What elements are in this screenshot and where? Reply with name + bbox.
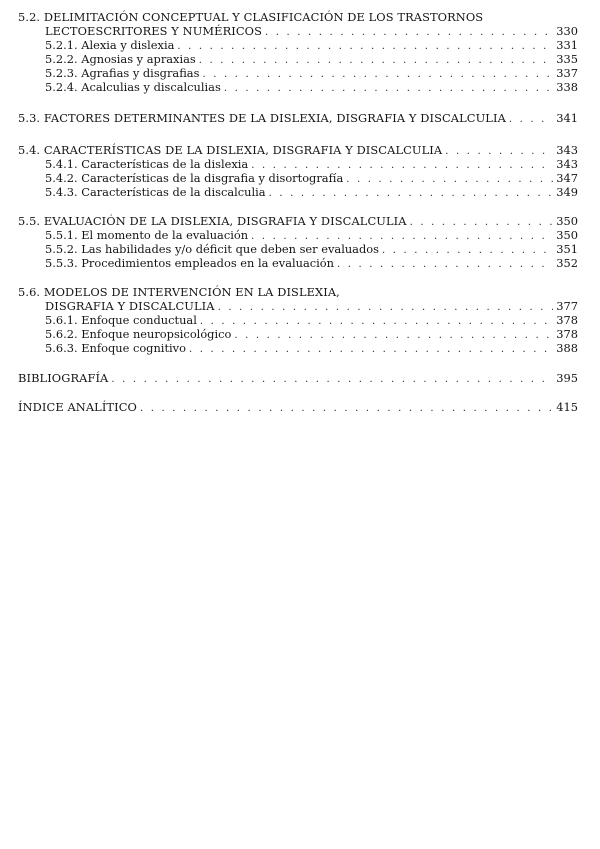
- toc-page-number: 331: [556, 38, 578, 52]
- toc-entry-label: 5.6.3. Enfoque cognitivo: [45, 341, 186, 355]
- toc-heading-indice-analitico: ÍNDICE ANALÍTICO: [18, 400, 137, 414]
- leader-dots: [509, 113, 553, 127]
- toc-entry-label: 5.6.1. Enfoque conductual: [45, 313, 197, 327]
- toc-section-bibliografia: [18, 371, 578, 385]
- toc-entry-5-4-3[interactable]: [18, 185, 578, 199]
- leader-dots: [346, 173, 553, 187]
- toc-entry-5-6-2[interactable]: [18, 327, 578, 341]
- leader-dots: [265, 26, 553, 40]
- toc-entry-label: 5.5.1. El momento de la evaluación: [45, 228, 249, 242]
- toc-section-5-3: [18, 111, 578, 125]
- toc-entry-5-2[interactable]: [18, 24, 578, 38]
- toc-heading-5-2-line2: LECTOESCRITORES Y NUMÉRICOS: [45, 24, 263, 38]
- toc-entry-label: 5.2.1. Alexia y dislexia: [45, 38, 175, 52]
- toc-page-number: 338: [556, 80, 578, 94]
- toc-entry-5-5-1[interactable]: [18, 228, 578, 242]
- toc-entry-5-6-1[interactable]: [18, 313, 578, 327]
- toc-entry-5-2-3[interactable]: [18, 66, 578, 80]
- leader-dots: [140, 402, 553, 416]
- toc-entry-5-2-1[interactable]: [18, 38, 578, 52]
- toc-page-number: 335: [556, 52, 578, 66]
- toc-section-5-5: [18, 214, 578, 270]
- toc-entry-5-5-2[interactable]: [18, 242, 578, 256]
- toc-entry-label: 5.2.3. Agrafias y disgrafias: [45, 66, 200, 80]
- leader-dots: [337, 258, 553, 272]
- toc-entry-bibliografia[interactable]: [18, 371, 578, 385]
- toc-entry-indice-analitico[interactable]: [18, 400, 578, 414]
- toc-entry-5-6[interactable]: [18, 299, 578, 313]
- toc-section-5-6: [18, 285, 578, 355]
- leader-dots: [111, 373, 553, 387]
- toc-heading-5-4: 5.4. CARACTERÍSTICAS DE LA DISLEXIA, DISGRAFIA Y DISCALCULIA: [18, 143, 443, 157]
- toc-heading-5-6-line1: 5.6. MODELOS DE INTERVENCIÓN EN LA DISLEXIA,: [18, 285, 340, 299]
- toc-entry-5-3[interactable]: [18, 111, 578, 125]
- leader-dots: [269, 187, 554, 201]
- toc-entry-5-2-4[interactable]: [18, 80, 578, 94]
- toc-page-number: 415: [556, 400, 578, 414]
- leader-dots: [200, 315, 553, 329]
- toc-page-number: 351: [556, 242, 578, 256]
- toc-page-number: 337: [556, 66, 578, 80]
- toc-page-number: 343: [556, 157, 578, 171]
- leader-dots: [234, 329, 553, 343]
- toc-entry-5-4[interactable]: [18, 143, 578, 157]
- leader-dots: [177, 40, 553, 54]
- toc-heading-5-3: 5.3. FACTORES DETERMINANTES DE LA DISLEXIA, DISGRAFIA Y DISCALCULIA: [18, 111, 506, 125]
- toc-section-5-4: [18, 143, 578, 199]
- toc-heading-5-6-line2: DISGRAFIA Y DISCALCULIA: [45, 299, 215, 313]
- toc-page-number: 343: [556, 143, 578, 157]
- toc-page-number: 347: [556, 171, 578, 185]
- toc-entry-5-6-3[interactable]: [18, 341, 578, 355]
- toc-heading-5-5: 5.5. EVALUACIÓN DE LA DISLEXIA, DISGRAFIA Y DISCALCULIA: [18, 214, 407, 228]
- toc-entry-5-4-1[interactable]: [18, 157, 578, 171]
- toc-entry-5-5-3[interactable]: [18, 256, 578, 270]
- toc-page-number: 395: [556, 371, 578, 385]
- toc-page-number: 349: [556, 185, 578, 199]
- toc-entry-5-4-2[interactable]: [18, 171, 578, 185]
- leader-dots: [189, 343, 553, 357]
- toc-page-number: 378: [556, 327, 578, 341]
- toc-entry-label: 5.6.2. Enfoque neuropsicológico: [45, 327, 232, 341]
- leader-dots: [224, 82, 553, 96]
- toc-heading-5-2-line1: 5.2. DELIMITACIÓN CONCEPTUAL Y CLASIFICACIÓN DE LOS TRASTORNOS: [18, 10, 484, 24]
- toc-entry-label: 5.4.3. Características de la discalculia: [45, 185, 266, 199]
- toc-page-number: 352: [556, 256, 578, 270]
- leader-dots: [218, 301, 554, 315]
- toc-page-number: 350: [556, 214, 578, 228]
- toc-entry-5-5[interactable]: [18, 214, 578, 228]
- toc-entry-5-2-2[interactable]: [18, 52, 578, 66]
- toc-page-number: 330: [556, 24, 578, 38]
- toc-entry-label: 5.5.3. Procedimientos empleados en la evaluación: [45, 256, 334, 270]
- toc-entry-label: 5.2.2. Agnosias y apraxias: [45, 52, 196, 66]
- toc-entry-label: 5.2.4. Acalculias y discalculias: [45, 80, 221, 94]
- toc-entry-label: 5.5.2. Las habilidades y/o déficit que deben ser evaluados: [45, 242, 379, 256]
- leader-dots: [199, 54, 553, 68]
- leader-dots: [202, 68, 553, 82]
- toc-page-number: 350: [556, 228, 578, 242]
- toc-page-number: 377: [556, 299, 578, 313]
- toc-page-number: 388: [556, 341, 578, 355]
- toc-page-number: 341: [556, 111, 578, 125]
- toc-page-number: 378: [556, 313, 578, 327]
- leader-dots: [410, 216, 554, 230]
- leader-dots: [382, 244, 553, 258]
- toc-section-indice: [18, 400, 578, 414]
- leader-dots: [445, 145, 553, 159]
- toc-entry-label: 5.4.2. Características de la disgrafia y disortografía: [45, 171, 344, 185]
- toc-section-5-2: [18, 10, 578, 94]
- toc-heading-bibliografia: BIBLIOGRAFÍA: [18, 371, 109, 385]
- toc-entry-label: 5.4.1. Características de la dislexia: [45, 157, 249, 171]
